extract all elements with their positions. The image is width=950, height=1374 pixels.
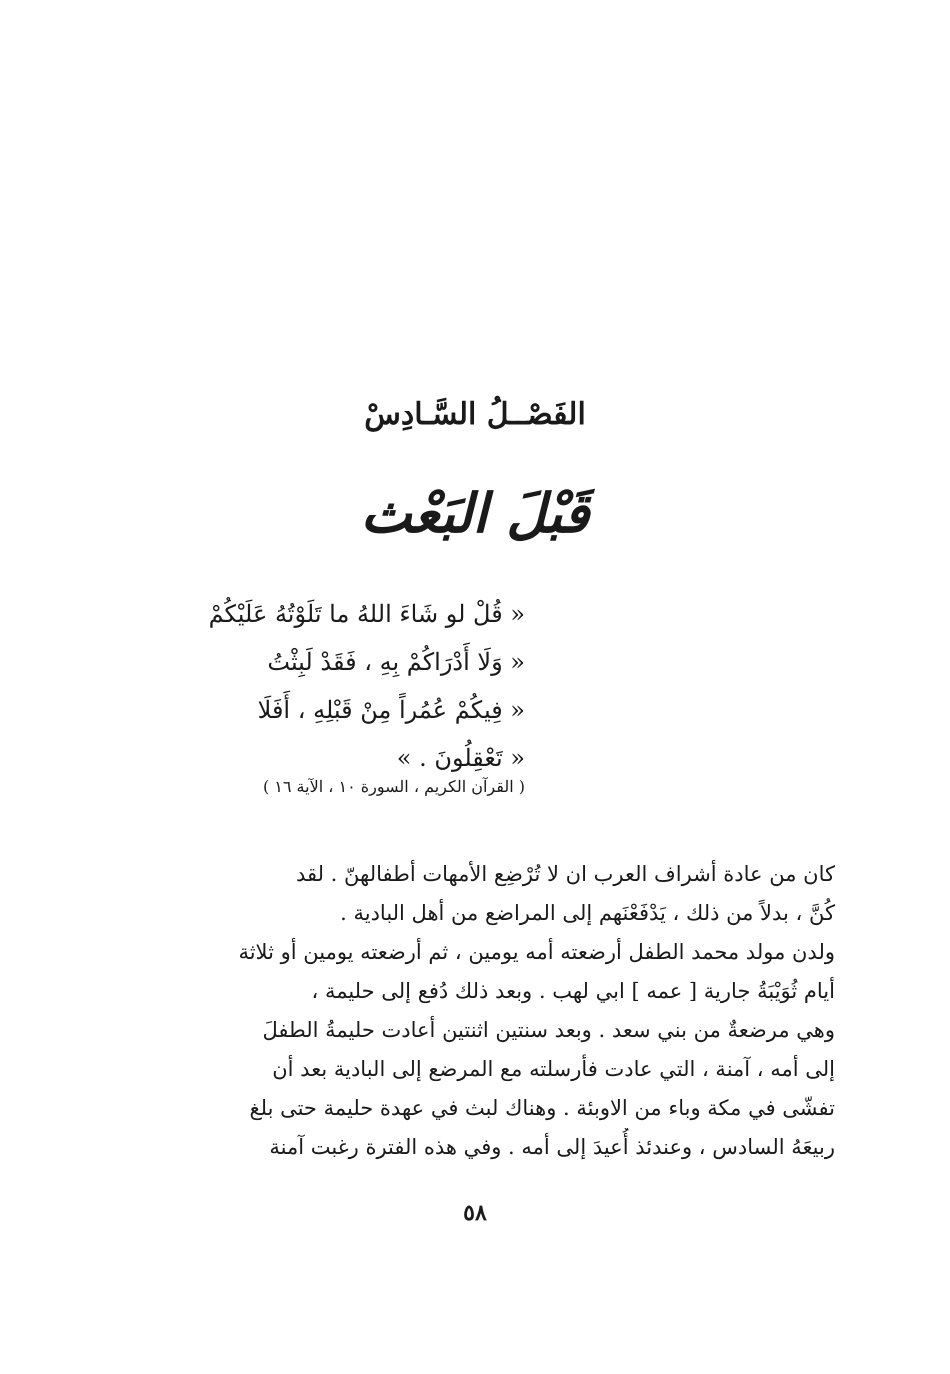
body-text xyxy=(120,855,835,1167)
body-line: تفشّى في مكة وباء من الاوبئة . وهناك لبث في عهدة حليمة حتى بلغ xyxy=(249,1096,835,1120)
verse-source: ( القرآن الكريم ، السورة ١٠ ، الآية ١٦ ) xyxy=(262,777,525,796)
chapter-label: الفَصْــلُ السَّـادِسْ xyxy=(364,397,586,432)
body-line: أيام ثُوَيْبَةُ جارية [ عمه ] ابي لهب . وبعد ذلك دُفع إلى حليمة ، xyxy=(311,979,835,1003)
chapter-title: قَبْلَ البَعْث xyxy=(360,481,590,545)
body-line: كُنَّ ، بدلاً من ذلك ، يَدْفَعْنَهم إلى المراضع من أهل البادية . xyxy=(340,901,835,925)
quran-verse xyxy=(135,590,525,782)
body-line: كان من عادة أشراف العرب ان لا تُرْضِع الأمهات أطفالهنّ . لقد xyxy=(295,862,835,886)
verse-line: « قُلْ لو شَاءَ اللهُ ما تَلَوْتُهُ عَلَيْكُمْ xyxy=(208,600,525,628)
verse-line: « تَعْقِلُونَ . » xyxy=(396,744,525,772)
page-number: ٥٨ xyxy=(463,1200,487,1226)
body-line: إلى أمه ، آمنة ، التي عادت فأرسلته مع المرضع إلى البادية بعد أن xyxy=(272,1057,835,1081)
body-line: ربيعَهُ السادس ، وعندئذ أُعيدَ إلى أمه . وفي هذه الفترة رغبت آمنة xyxy=(269,1135,835,1159)
body-line: ولدن مولد محمد الطفل أرضعته أمه يومين ، ثم أرضعته يومين أو ثلاثة xyxy=(238,940,835,964)
verse-line: « وَلَا أَدْرَاكُمْ بِهِ ، فَقَدْ لَبِثْتُ xyxy=(267,648,525,676)
body-line: وهي مرضعةٌ من بني سعد . وبعد سنتين اثنتين أعادت حليمةُ الطفلَ xyxy=(262,1018,835,1042)
verse-line: « فِيكُمْ عُمُراً مِنْ قَبْلِهِ ، أَفَلَا xyxy=(257,696,525,724)
